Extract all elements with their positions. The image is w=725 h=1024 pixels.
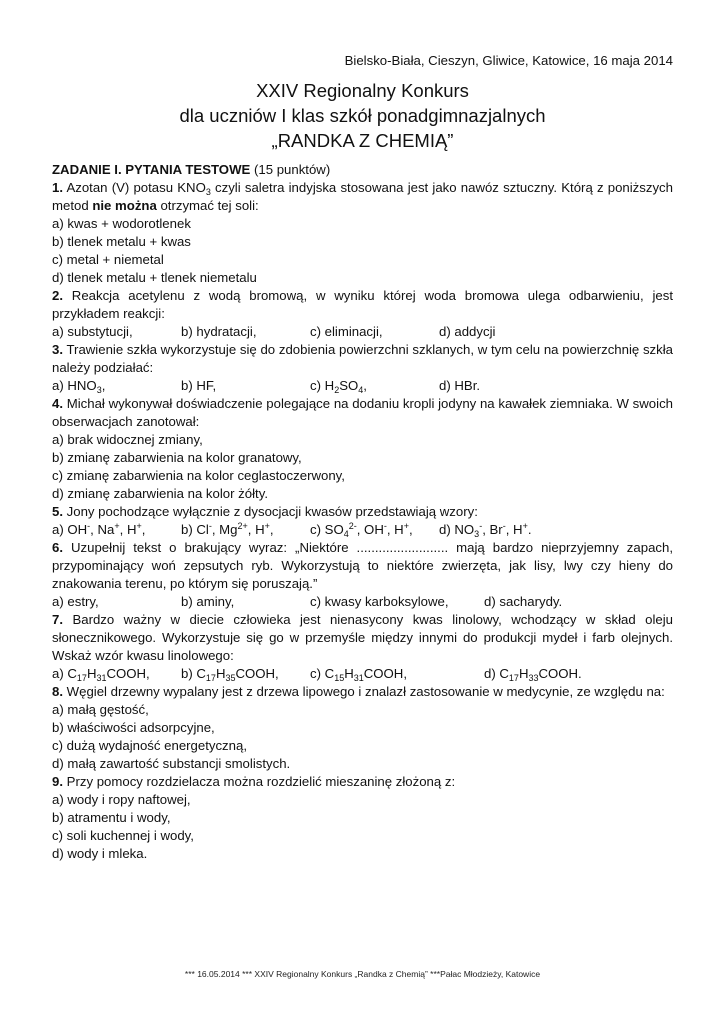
formula-part: , [408, 522, 413, 537]
formula-part: , Mg [211, 522, 238, 537]
answer-b [181, 521, 310, 539]
question-number: 8. [52, 684, 63, 699]
question-text-part: Trawienie szkła wykorzystuje się do zdobienia powierzchni szklanych, w tym celu na powierzchnię szkła należy podziałać: [52, 342, 673, 375]
formula-part: , [101, 378, 106, 393]
title-line-3: „RANDKA Z CHEMIĄ” [271, 130, 454, 151]
formula-part: c) H [310, 378, 335, 393]
formula-part: d) C [484, 666, 509, 681]
subscript: 3 [205, 187, 211, 197]
question-1 [52, 179, 673, 287]
formula-part: COOH, [363, 666, 407, 681]
answer-b: b) właściwości adsorpcyjne, [52, 720, 215, 735]
superscript: - [383, 521, 387, 531]
superscript: + [114, 521, 120, 531]
question-5-text [52, 503, 673, 521]
section-heading-label: ZADANIE I. PYTANIA TESTOWE [52, 162, 251, 177]
formula-part: , H [505, 522, 523, 537]
subscript: 17 [205, 673, 216, 683]
question-text-part: Węgiel drzewny wypalany jest z drzewa lipowego i znalazł zastosowanie w medycynie, ze względu na: [63, 684, 665, 699]
question-text-part: Jony pochodzące wyłącznie z dysocjacji kwasów przedstawiają wzory: [63, 504, 478, 519]
answers-row [52, 377, 673, 395]
answer-a: a) brak widocznej zmiany, [52, 432, 203, 447]
answer-c [310, 521, 439, 539]
answers-row [52, 323, 673, 341]
formula-part: c) SO [310, 522, 344, 537]
question-number: 3. [52, 342, 63, 357]
question-text-part: Przy pomocy rozdzielacza można rozdzielić mieszaninę złożoną z: [63, 774, 456, 789]
question-number: 7. [52, 612, 63, 627]
formula-part: b) C [181, 666, 206, 681]
question-2 [52, 287, 673, 341]
answer-a [52, 665, 181, 683]
superscript: 2- [348, 521, 357, 531]
formula-part: COOH, [235, 666, 279, 681]
answers-row [52, 521, 673, 539]
answer-c: c) zmianę zabarwienia na kolor ceglastoczerwony, [52, 468, 345, 483]
answer-b: b) tlenek metalu + kwas [52, 234, 191, 249]
answer-a: a) kwas + wodorotlenek [52, 216, 191, 231]
formula-part: SO [339, 378, 359, 393]
question-text-part: Reakcja acetylenu z wodą bromową, w wyniku której woda bromowa ulega odbarwieniu, jest przykładem reakcji: [52, 288, 673, 321]
answer-b: b) HF, [181, 378, 217, 393]
question-text-part: czyli saletra indyjska stosowana jest jako nawóz sztuczny. Którą z poniższych metod [52, 180, 673, 213]
question-number: 1. [52, 180, 63, 195]
formula-part: d) NO [439, 522, 475, 537]
formula-part: , H [119, 522, 137, 537]
document-page [52, 52, 673, 863]
answer-d: d) tlenek metalu + tlenek niemetalu [52, 270, 257, 285]
emphasis: nie można [92, 198, 157, 213]
formula-part: b) Cl [181, 522, 209, 537]
subscript: 4 [358, 385, 364, 395]
superscript: + [264, 521, 270, 531]
question-text-part: otrzymać tej soli: [156, 198, 259, 213]
question-4 [52, 395, 673, 503]
question-2-text [52, 287, 673, 323]
formula-part: , Na [90, 522, 115, 537]
question-7 [52, 611, 673, 683]
superscript: 2+ [237, 521, 248, 531]
answer-d: d) wody i mleka. [52, 846, 148, 861]
answer-d: d) sacharydy. [484, 594, 563, 609]
section-test-questions [52, 161, 673, 863]
subscript: 2 [334, 385, 340, 395]
question-3-text [52, 341, 673, 377]
answer-c: c) metal + niemetal [52, 252, 164, 267]
question-8 [52, 683, 673, 773]
answer-b: b) hydratacji, [181, 324, 257, 339]
formula-part: , [269, 522, 274, 537]
formula-part: a) C [52, 666, 77, 681]
place-date: Bielsko-Biała, Cieszyn, Gliwice, Katowice, 16 maja 2014 [344, 53, 673, 68]
question-number: 2. [52, 288, 63, 303]
question-1-text [52, 179, 673, 215]
formula-part: , H [247, 522, 265, 537]
answer-c [310, 665, 484, 683]
formula-part: a) HNO [52, 378, 97, 393]
question-7-text [52, 611, 673, 665]
formula-part: , H [386, 522, 404, 537]
question-9-text [52, 773, 673, 791]
formula-part: , Br [482, 522, 503, 537]
answer-b: b) atramentu i wody, [52, 810, 171, 825]
answer-d: d) HBr. [439, 378, 481, 393]
answer-a [52, 377, 181, 395]
question-4-text [52, 395, 673, 431]
subscript: 3 [96, 385, 102, 395]
answer-a: a) substytucji, [52, 324, 133, 339]
formula-part: , OH [356, 522, 384, 537]
question-text-part: Bardzo ważny w diecie człowieka jest nienasycony kwas linolowy, wchodzący w skład oleju słonecznikowego. Wykorzystuje się go w przemyśle między innymi do produkcji mydeł i farb olejnych. Wskaż wzór kwasu linolowego: [52, 612, 673, 663]
answers-row [52, 593, 673, 611]
document-title [52, 78, 673, 153]
formula-part: H [344, 666, 354, 681]
question-text-part: Michał wykonywał doświadczenie polegające na dodaniu kropli jodyny na kawałek ziemniaka. W swoich obserwacjach zanotował: [52, 396, 673, 429]
subscript: 31 [96, 673, 107, 683]
answer-b: b) aminy, [181, 594, 235, 609]
subscript: 15 [334, 673, 345, 683]
superscript: - [208, 521, 212, 531]
formula-part: , [141, 522, 146, 537]
superscript: + [136, 521, 142, 531]
answer-a [52, 521, 181, 539]
answer-d [439, 521, 673, 539]
answer-c [310, 377, 439, 395]
subscript: 3 [474, 529, 480, 539]
answer-b [181, 665, 310, 683]
formula-part: H [518, 666, 529, 681]
subscript: 31 [353, 673, 364, 683]
question-9 [52, 773, 673, 863]
title-line-2: dla uczniów I klas szkół ponadgimnazjalnych [179, 105, 546, 126]
answer-a: a) małą gęstość, [52, 702, 149, 717]
answer-c: c) soli kuchennej i wody, [52, 828, 194, 843]
formula-part: COOH, [106, 666, 150, 681]
answer-a: a) wody i ropy naftowej, [52, 792, 191, 807]
subscript: 35 [225, 673, 236, 683]
answer-d: d) addycji [439, 324, 496, 339]
question-5 [52, 503, 673, 539]
answer-c: c) eliminacji, [310, 324, 383, 339]
answer-d [484, 665, 673, 683]
subscript: 4 [343, 529, 349, 539]
formula-part: . [527, 522, 532, 537]
superscript: - [87, 521, 91, 531]
formula-part: c) C [310, 666, 335, 681]
superscript: + [403, 521, 409, 531]
question-number: 5. [52, 504, 63, 519]
section-points: (15 punktów) [250, 162, 331, 177]
subscript: 17 [76, 673, 87, 683]
superscript: - [502, 521, 506, 531]
answers-row [52, 665, 673, 683]
question-text-part: Uzupełnij tekst o brakujący wyraz: „Niektóre ......................... mają bardzo nieprzyjemny zapach, przypominający woń zepsutych ryb. Wykorzystują to niektóre zwierzęta, jak lisy, lwy czy hieny do znakowania terenu, po którym się poruszają.” [52, 540, 673, 591]
page-footer: *** 16.05.2014 *** XXIV Regionalny Konkurs „Randka z Chemią” ***Pałac Młodzieży, Katowice [184, 969, 541, 979]
subscript: 33 [528, 673, 539, 683]
superscript: - [479, 521, 483, 531]
answer-b: b) zmianę zabarwienia na kolor granatowy, [52, 450, 302, 465]
question-8-text [52, 683, 673, 701]
title-line-1: XXIV Regionalny Konkurs [256, 80, 469, 101]
answer-a: a) estry, [52, 594, 99, 609]
formula-part: H [215, 666, 226, 681]
question-number: 6. [52, 540, 63, 555]
formula-part: , [363, 378, 367, 393]
question-number: 9. [52, 774, 63, 789]
answer-d: d) zmianę zabarwienia na kolor żółty. [52, 486, 268, 501]
formula-part: H [86, 666, 97, 681]
question-text-part: Azotan (V) potasu KNO [63, 180, 206, 195]
section-heading [52, 161, 673, 179]
question-number: 4. [52, 396, 63, 411]
question-6 [52, 539, 673, 611]
subscript: 17 [508, 673, 519, 683]
answer-c: c) kwasy karboksylowe, [310, 594, 449, 609]
formula-part: COOH. [538, 666, 582, 681]
formula-part: a) OH [52, 522, 88, 537]
question-6-text [52, 539, 673, 593]
superscript: + [522, 521, 528, 531]
question-3 [52, 341, 673, 395]
answer-d: d) małą zawartość substancji smolistych. [52, 756, 291, 771]
answer-c: c) dużą wydajność energetyczną, [52, 738, 247, 753]
